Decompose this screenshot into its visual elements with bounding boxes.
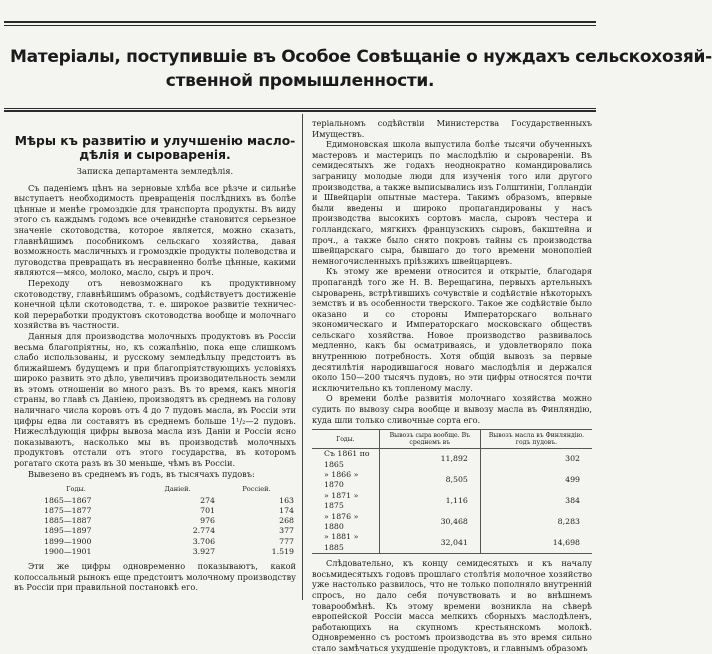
table-row — [14, 496, 296, 506]
table-row — [14, 537, 296, 547]
top-rule — [4, 21, 596, 23]
table-cell-value: 1.519 — [271, 546, 294, 556]
paragraph: Данныя для производства молочныхъ продуктовъ въ Россіи весьма благопріятны, но, къ сожалѣнію, пока еще слишкомъ слабо использованы, и русскому земледѣльцу предстоитъ въ ближайшемъ будущемъ и при благопріятствующихъ условіяхъ широко развить это дѣло, увеличивъ производительность земли въ этомъ отношеніи во много разъ. Въ то время, какъ многія страны, во главѣ съ Даніею, производятъ въ среднемъ на голову наличнаго числа коровъ отъ 4 до 7 пудовъ масла, въ Россіи эти цифры едва ли составятъ въ среднемъ больше 1¹/₂—2 пудовъ. Нижеслѣдующія цифры вывоза масла изъ Даніи и Россіи ясно показываютъ, насколько мы въ производствѣ молочныхъ продуктовъ отстали отъ этого государства, въ которомъ рогатаго скота разъ въ 30 меньше, чѣмъ въ Россіи. — [14, 330, 296, 469]
table-row — [312, 470, 592, 491]
table-cell-value: 268 — [279, 516, 294, 526]
paragraph: Едимоновская школа выпустила болѣе тысячи обученныхъ мастеровъ и мастерицъ по маслодѣлію и сыровареніи. Въ семидесятыхъ же годахъ неоднократно командировались заграницу молодые люди для изученія того или другого производства, а также выписывались изъ Голштиніи, Голландіи и Швейцаріи опытные мастера. Такимъ образомъ, впервые были введены и широко пропагандированы у насъ производства высокихъ сортовъ масла, сыровъ честера и голландскаго, мягкихъ французскихъ сыровъ, бакштейна и проч., а также было снято покровъ тайны съ производства швейцарскаго сыра, бывшаго до того времени монополіей немногочисленныхъ пріѣзжихъ швейцарцевъ. — [312, 139, 592, 266]
page-title — [10, 45, 712, 93]
table-row — [312, 532, 592, 553]
table-row — [14, 506, 296, 516]
table-cell-value: 30,468 — [379, 512, 480, 533]
table-cell-years: 1875—1877 — [44, 506, 92, 516]
title-bottom-rule — [4, 110, 596, 112]
table-cell-years: » 1871 » 1875 — [324, 490, 359, 511]
table-cell-value: 274 — [200, 495, 216, 505]
title-line-2: ственной промышленности. — [165, 71, 435, 91]
butter-export-table — [14, 483, 296, 557]
table-row — [312, 512, 592, 533]
table-row — [312, 491, 592, 512]
title-line-1: Матеріалы, поступившіе въ Особое Совѣщаніе о нуждахъ сельскохозяй- — [10, 47, 712, 67]
paragraph: Эти же цифры одновременно показываютъ, какой колоссальный рынокъ еще предстоитъ молочному производству въ Россіи при правильной постановкѣ его. — [14, 561, 296, 593]
paragraph: теріальномъ содѣйствіи Министерства Государственныхъ Имуществъ. — [312, 118, 592, 139]
table-cell-value: 302 — [480, 449, 592, 470]
table-cell-years: » 1881 » 1885 — [324, 532, 359, 552]
table-header-row — [14, 483, 296, 496]
title-bottom-rule-thin — [4, 108, 596, 109]
table-cell-value: 384 — [480, 491, 592, 512]
table-row — [312, 449, 592, 470]
table-cell-years: » 1876 » 1880 — [324, 511, 359, 532]
table-cell-value: 14,698 — [480, 532, 592, 553]
table-cell-value: 2.774 — [192, 526, 216, 536]
table-cell-value: 163 — [279, 495, 294, 505]
table-cell-years: » 1866 » 1870 — [324, 470, 359, 490]
cheese-butter-export-table — [312, 429, 592, 554]
table-cell-years: Съ 1861 по 1865 — [324, 449, 370, 469]
table-cell-value: 3.706 — [192, 536, 216, 546]
col-header-cheese: Вывозъ сыра вообще. Въ среднемъ въ — [379, 430, 480, 449]
table-header-row — [312, 430, 592, 449]
top-rule-thin — [4, 25, 596, 26]
table-intro: Вывезено въ среднемъ въ годъ, въ тысячахъ пудовъ: — [28, 468, 255, 479]
column-divider — [302, 114, 303, 600]
paragraph: Къ этому же времени относится и открытіе, благодаря пропагандѣ того же Н. В. Верещагина, первыхъ артельныхъ сыроварень, встрѣтившихъ сочувствіе и содѣйствіе нѣкоторыхъ земствъ и въ особенности тверского. Такое же содѣйствіе было оказано и со стороны Императорскаго вольнаго экономическаго и Императорскаго московскаго обществъ сельскаго хозяйства. Новое производство развивалось медленно, какъ бы осматриваясь, и удовлетворяло пока внутреннюю потребность. Хотя общій вывозъ за первые десятилѣтія народившагося новаго маслодѣлія и держался около 150—200 тысячъ пудовъ, но эти цифры относятся почти исключительно къ топленому маслу. — [312, 266, 592, 393]
table-cell-value: 174 — [279, 506, 294, 516]
table-row — [14, 526, 296, 536]
col-header-russia: Россіей. — [242, 485, 271, 494]
table-cell-value: 499 — [480, 470, 592, 491]
paragraph: Съ паденіемъ цѣнъ на зерновые хлѣба все рѣзче и сильнѣе выступаетъ необходимость превращенія послѣднихъ въ болѣе цѣнные и менѣе громоздкіе для транспорта продукты. Въ виду этого съ каждымъ годомъ все очевиднѣе становится серьезное значеніе скотоводства, которое является, можно сказать, главнѣйшимъ пособникомъ сельскаго хозяйства, давая возможность масличныхъ и громоздкіе продукты полеводства и луговодства превращать въ несравненно болѣе цѣнные, какими являются—мясо, молоко, масло, сыръ и проч. — [14, 182, 296, 278]
table-cell-value: 8,505 — [379, 470, 480, 491]
table-cell-years: 1865—1867 — [44, 495, 92, 505]
table-row — [14, 516, 296, 526]
table-cell-years: 1899—1900 — [44, 536, 92, 546]
col-header-finland-butter: Вывозъ масла въ Финляндію. годъ пудовъ. — [480, 430, 592, 449]
table-cell-value: 777 — [279, 536, 294, 546]
article-title: Мѣры къ развитію и улучшенію масло-дѣлія и сыроваренія. — [14, 134, 296, 162]
paragraph: О времени болѣе развитія молочнаго хозяйства можно судить по вывозу сыра вообще и вывозу масла въ Финляндію, куда шли только сливочные сорта его. — [312, 393, 592, 425]
table-cell-years: 1885—1887 — [44, 516, 92, 526]
article-subtitle: Записка департамента земледѣлія. — [76, 166, 234, 176]
col-header-years: Годы. — [312, 430, 379, 449]
col-header-years: Годы. — [66, 485, 86, 494]
table-cell-value: 976 — [200, 516, 216, 526]
table-cell-years: 1895—1897 — [44, 526, 92, 536]
right-column — [312, 118, 592, 654]
paragraph: Слѣдовательно, къ концу семидесятыхъ и къ началу восьмидесятыхъ годовъ прошлаго столѣтія молочное хозяйство уже настолько развилось, что не только пополняло внутренній спросъ, но дало себя почувствовать и во внѣшнемъ товарообмѣнѣ. Къ этому времени возникла на сѣверѣ европейской Россіи масса мелкихъ сборныхъ маслодѣленъ, работающихъ на скупномъ крестьянскомъ молокѣ. Одновременно съ ростомъ производства въ это время сильно стало замѣчаться ухудшеніе продуктовъ, и главнымъ образомъ — [312, 558, 592, 654]
table-cell-value: 377 — [279, 526, 294, 536]
table-cell-value: 3.927 — [192, 546, 216, 556]
col-header-denmark: Даніей. — [164, 485, 191, 494]
table-cell-value: 32,041 — [379, 532, 480, 553]
table-cell-value: 1,116 — [379, 491, 480, 512]
table-row — [14, 547, 296, 557]
table-cell-value: 701 — [200, 506, 216, 516]
left-column — [14, 118, 296, 593]
table-cell-value: 11,892 — [379, 449, 480, 470]
table-cell-value: 8,283 — [480, 512, 592, 533]
paragraph: Переходу отъ невозможнаго къ продуктивному скотоводству, главнѣйшимъ образомъ, содѣйствуетъ достиженіе конечной цѣли скотоводства, т. е. широкое развитіе технической переработки продуктовъ скотоводства вообще и молочнаго хозяйства въ частности. — [14, 277, 296, 331]
table-cell-years: 1900—1901 — [44, 546, 92, 556]
